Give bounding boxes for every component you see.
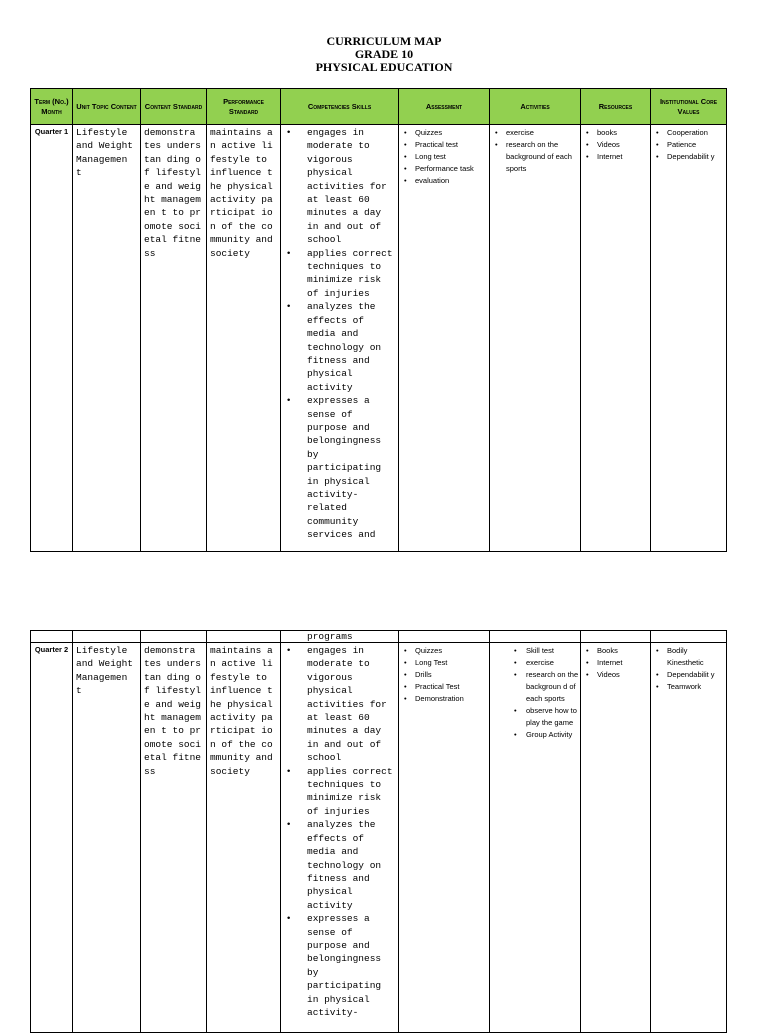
term-cell: Quarter 2 (31, 643, 73, 1033)
list-item: • applies correct techniques to minimize risk of injuries (281, 247, 398, 301)
list-item: • Bodily Kinesthetic (651, 645, 726, 669)
table-row-continuation (31, 631, 727, 643)
header-resources: Resources (581, 89, 651, 125)
list-item: • Skill test (490, 645, 580, 657)
list-item: • Internet (581, 657, 650, 669)
list-item: • Quizzes (399, 645, 489, 657)
list-item: • Videos (581, 669, 650, 681)
list-item: • Quizzes (399, 127, 489, 139)
competencies-list (281, 126, 398, 542)
list-item: • Practical Test (399, 681, 489, 693)
curriculum-table-page-2 (30, 630, 727, 1033)
empty-cell (399, 631, 490, 643)
list-item: • Books (581, 645, 650, 657)
resources-cell (581, 125, 651, 552)
list-item: • engages in moderate to vigorous physical activities for at least 60 minutes a day in and out of school (281, 126, 398, 247)
performance-standard-cell: maintains an active lifestyle to influence the physical activity participat ion of the community and society (207, 125, 281, 552)
curriculum-table-page-1 (30, 88, 727, 552)
content-standard-cell: demonstra tes understan ding of lifestyle and weight managemen t to promote societal fitness (141, 125, 207, 552)
table-row-quarter-1 (31, 125, 727, 552)
activities-list (490, 645, 580, 741)
list-item: • Drills (399, 669, 489, 681)
header-unit-topic: Unit Topic Content (73, 89, 141, 125)
header-term: Term (No.) Month (31, 89, 73, 125)
list-item: • analyzes the effects of media and technology on fitness and physical activity (281, 300, 398, 394)
empty-cell (31, 631, 73, 643)
term-cell: Quarter 1 (31, 125, 73, 552)
assessment-list (399, 127, 489, 187)
activities-cell (490, 643, 581, 1033)
header-row (31, 89, 727, 125)
header-content-standard: Content Standard (141, 89, 207, 125)
continuation-cell: programs (281, 631, 399, 643)
empty-cell (651, 631, 727, 643)
list-item: • Videos (581, 139, 650, 151)
list-item: • engages in moderate to vigorous physical activities for at least 60 minutes a day in and out of school (281, 644, 398, 765)
core-values-cell (651, 643, 727, 1033)
competencies-cell (281, 643, 399, 1033)
empty-cell (207, 631, 281, 643)
header-competencies: Competencies Skills (281, 89, 399, 125)
list-item: • Dependabilit y (651, 669, 726, 681)
list-item: • Demonstration (399, 693, 489, 705)
list-item: • analyzes the effects of media and technology on fitness and physical activity (281, 818, 398, 912)
list-item: • exercise (490, 657, 580, 669)
list-item: • evaluation (399, 175, 489, 187)
core-values-cell (651, 125, 727, 552)
list-item: • books (581, 127, 650, 139)
header-core-values: Institutional Core Values (651, 89, 727, 125)
list-item: • Patience (651, 139, 726, 151)
header-assessment: Assessment (399, 89, 490, 125)
resources-list (581, 127, 650, 163)
empty-cell (581, 631, 651, 643)
performance-standard-cell: maintains an active lifestyle to influence the physical activity participat ion of the community and society (207, 643, 281, 1033)
core-values-list (651, 127, 726, 163)
header-performance-standard: Performance Standard (207, 89, 281, 125)
unit-topic-cell: Lifestyle and Weight Managemen t (73, 643, 141, 1033)
assessment-cell (399, 643, 490, 1033)
list-item: • Teamwork (651, 681, 726, 693)
activities-cell (490, 125, 581, 552)
competencies-list (281, 644, 398, 1019)
assessment-cell (399, 125, 490, 552)
table-row-quarter-2 (31, 643, 727, 1033)
empty-cell (490, 631, 581, 643)
list-item: • Performance task (399, 163, 489, 175)
list-item: • research on the backgroun d of each sports (490, 669, 580, 705)
resources-list (581, 645, 650, 681)
list-item: • Cooperation (651, 127, 726, 139)
header-activities: Activities (490, 89, 581, 125)
list-item: • Long Test (399, 657, 489, 669)
doc-title-line1: CURRICULUM MAP (326, 34, 442, 48)
doc-title-line3: PHYSICAL EDUCATION (315, 60, 453, 74)
list-item: • observe how to play the game (490, 705, 580, 729)
assessment-list (399, 645, 489, 705)
content-standard-cell: demonstra tes understan ding of lifestyle and weight managemen t to promote societal fitness (141, 643, 207, 1033)
empty-cell (141, 631, 207, 643)
activities-list (490, 127, 580, 175)
list-item: • Group Activity (490, 729, 580, 741)
list-item: • Practical test (399, 139, 489, 151)
list-item: • Long test (399, 151, 489, 163)
list-item: • expresses a sense of purpose and belongingness by participating in physical activity- (281, 912, 398, 1019)
empty-cell (73, 631, 141, 643)
core-values-list (651, 645, 726, 693)
list-item: • Internet (581, 151, 650, 163)
unit-topic-cell: Lifestyle and Weight Managemen t (73, 125, 141, 552)
resources-cell (581, 643, 651, 1033)
list-item: • Dependabilit y (651, 151, 726, 163)
list-item: • exercise (490, 127, 580, 139)
competencies-cell (281, 125, 399, 552)
list-item: • research on the background of each sports (490, 139, 580, 175)
doc-title-line2: GRADE 10 (354, 47, 414, 61)
list-item: • expresses a sense of purpose and belongingness by participating in physical activity-related community services and (281, 394, 398, 541)
list-item: • applies correct techniques to minimize risk of injuries (281, 765, 398, 819)
